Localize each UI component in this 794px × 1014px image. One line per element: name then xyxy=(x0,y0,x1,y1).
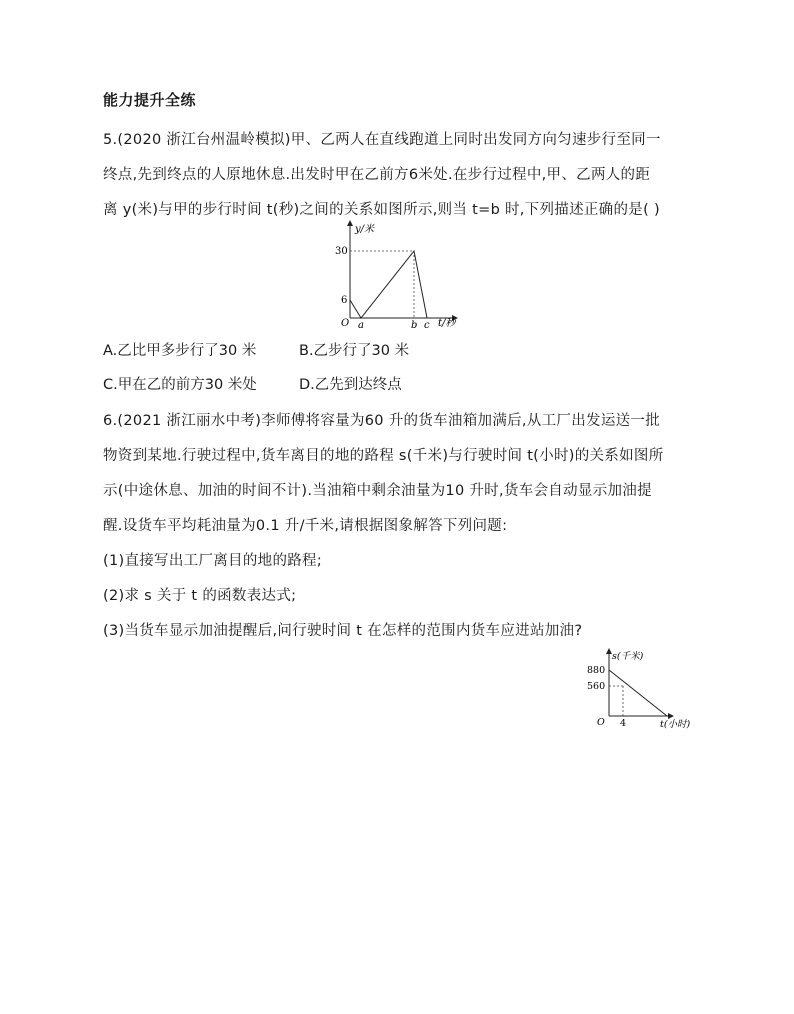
q6-line-1: 6.(2021 浙江丽水中考)李师傅将容量为60 升的货车油箱加满后,从工厂出发运送一批 xyxy=(103,413,661,429)
q6-x-label: t(小时) xyxy=(660,719,691,730)
q5-y-tick-30: 30 xyxy=(335,246,348,257)
q5-y-label: y/米 xyxy=(355,224,375,235)
q5-option-c: C.甲在乙的前方30 米处 xyxy=(103,377,257,393)
q5-option-d: D.乙先到达终点 xyxy=(299,377,402,393)
q6-distance-line xyxy=(609,670,667,716)
q5-option-a: A.乙比甲多步行了30 米 xyxy=(103,343,257,359)
q6-sub-2: (2)求 s 关于 t 的函数表达式; xyxy=(103,588,297,604)
q5-line-3: 离 y(米)与甲的步行时间 t(秒)之间的关系如图所示,则当 t=b 时,下列描述正确的是( ) xyxy=(103,202,660,218)
q6-y-label: s(千米) xyxy=(612,651,644,662)
q5-graph xyxy=(330,218,465,330)
q6-line-3: 示(中途休息、加油的时间不计).当油箱中剩余油量为10 升时,货车会自动显示加油提 xyxy=(103,483,652,499)
q6-origin: O xyxy=(597,717,605,728)
q5-option-b: B.乙步行了30 米 xyxy=(299,343,410,359)
q6-x-tick-4: 4 xyxy=(620,718,627,729)
q5-origin: O xyxy=(341,318,350,329)
q6-graph xyxy=(585,645,695,735)
q6-y-tick-560: 560 xyxy=(587,681,606,692)
q6-sub-3: (3)当货车显示加油提醒后,问行驶时间 t 在怎样的范围内货车应进站加油? xyxy=(103,623,583,639)
q5-x-tick-a: a xyxy=(358,320,364,330)
q6-y-tick-880: 880 xyxy=(587,665,606,676)
section-title: 能力提升全练 xyxy=(103,91,197,109)
q5-x-tick-b: b xyxy=(411,320,418,330)
q5-line-1: 5.(2020 浙江台州温岭模拟)甲、乙两人在直线跑道上同时出发同方向匀速步行至同一 xyxy=(103,132,661,148)
q5-distance-line xyxy=(350,251,427,318)
q5-x-label: t/秒 xyxy=(438,318,456,329)
q6-line-4: 醒.设货车平均耗油量为0.1 升/千米,请根据图象解答下列问题: xyxy=(103,518,508,534)
q5-line-2: 终点,先到终点的人原地休息.出发时甲在乙前方6米处.在步行过程中,甲、乙两人的距 xyxy=(103,167,651,183)
q5-x-tick-c: c xyxy=(424,320,430,330)
q6-sub-1: (1)直接写出工厂离目的地的路程; xyxy=(103,553,323,569)
q6-line-2: 物资到某地.行驶过程中,货车离目的地的路程 s(千米)与行驶时间 t(小时)的关系如图所 xyxy=(103,448,664,464)
q5-y-tick-6: 6 xyxy=(341,295,348,306)
